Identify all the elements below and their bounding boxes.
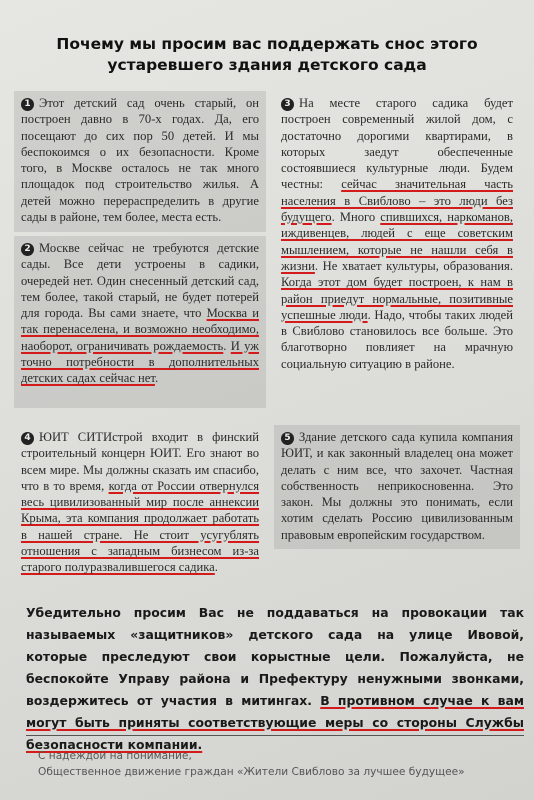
section-1-body: Этот детский сад очень старый, он построен давно в 70-х годах. Да, его посещают до сих пор 50 детей. И мы беспокоимся о их безопасности. Кроме того, в Москве осталось не так много площадок под строительство жилья. А детей можно перераспределить в другие сады в районе, тем более, места есть. xyxy=(21,96,259,225)
appeal-text xyxy=(26,602,524,756)
divider-line xyxy=(26,735,524,736)
section-4-underlined-a: когда от России отвернулся весь цивилизованный мир после аннексии Крыма, эта компания продолжает работать в нашей стране. Не стоит усугублять отношения с западным бизнесом из-за старого полуразвалившегося садика xyxy=(21,478,259,575)
number-badge-1: 1 xyxy=(21,98,34,111)
section-1 xyxy=(14,91,266,232)
section-3-underlined-c: Когда этот дом будет построен, к нам в район приедут нормальные, позитивные успешные люди xyxy=(281,275,513,322)
section-3 xyxy=(274,91,520,409)
section-5-body: Здание детского сада купила компания ЮИТ, и как законный владелец она может делать с ним все, что захочет. Частная собственность неприкосновенна. Это закон. Мы должны это понимать, если хотим сделать Россию цивилизованным правовым европейским государством. xyxy=(281,430,513,542)
number-badge-4: 4 xyxy=(21,432,34,445)
section-5-text xyxy=(281,429,513,543)
section-2-text xyxy=(21,240,259,387)
signature-line-1: С надеждой на понимание, xyxy=(38,750,192,762)
section-2-body-b: . xyxy=(223,338,231,353)
appeal-underlined: В противном случае к вам могут быть приняты соответствующие меры со стороны Службы безопасности компании. xyxy=(26,693,524,752)
section-3-body-a: На месте старого садика будет построен современный жилой дом, с достаточно дорогими квартирами, в которых заедут обеспеченные состоявшиеся культурные люди. Будем честны: xyxy=(281,96,513,192)
number-badge-5: 5 xyxy=(281,432,294,445)
section-3-text xyxy=(281,95,513,372)
section-2-underlined-a: Москва и так перенаселена, и возможно необходимо, наоборот, ограничивать рождаемость xyxy=(21,306,259,353)
section-2-underlined-b: И уж точно потребности в дополнительных детских садах сейчас нет xyxy=(21,338,259,386)
section-4-body-a: ЮИТ СИТИстрой входит в финский строительный концерн ЮИТ. Его знают во всем мире. Мы должны сказать им спасибо, что в то время, xyxy=(21,430,259,493)
section-3-body-b: . Много xyxy=(331,210,381,225)
appeal-paragraph xyxy=(26,602,524,756)
number-badge-2: 2 xyxy=(21,243,34,256)
page-title: Почему мы просим вас поддержать снос этого устаревшего здания детского сада xyxy=(56,35,478,74)
section-1-text xyxy=(21,95,259,225)
appeal-body: Убедительно просим Вас не поддаваться на провокации так называемых «защитников» детского сада на улице Ивовой, которые преследуют свои корыстные цели. Пожалуйста, не беспокойте Управу района и Префектуру ненужными звонками, воздержитесь от участия в митингах. xyxy=(26,605,524,708)
section-3-underlined-a: сейчас значительная часть населения в Свиблово – это люди без будущего xyxy=(281,177,513,225)
section-3-underlined-b: спившихся, наркоманов, иждивенцев, людей с еще советским мышлением, которые не нашли себя в жизни xyxy=(281,210,513,273)
signature-line-2: Общественное движение граждан «Жители Свиблово за лучшее будущее» xyxy=(38,766,465,778)
section-4-body-b: . xyxy=(214,560,218,575)
section-3-body-d: . Надо, чтобы таких людей в Свиблово становилось все больше. Это благотворно повлияет на мрачную социальную ситуацию в районе. xyxy=(281,307,513,371)
section-2-body-a: Москве сейчас не требуются детские сады. Все дети устроены в садики, очередей нет. Один снесенный детский сад, тем более, такой старый, не будет потерей для города. Вы сами знаете, что xyxy=(21,241,259,321)
number-badge-3: 3 xyxy=(281,98,294,111)
signature xyxy=(38,748,518,780)
section-3-body-c: . Не хватает культуры, образования. xyxy=(314,258,513,273)
section-5 xyxy=(274,425,520,549)
section-4 xyxy=(14,425,266,589)
section-4-text xyxy=(21,429,259,576)
section-2 xyxy=(14,236,266,408)
section-2-body-c: . xyxy=(154,371,159,386)
